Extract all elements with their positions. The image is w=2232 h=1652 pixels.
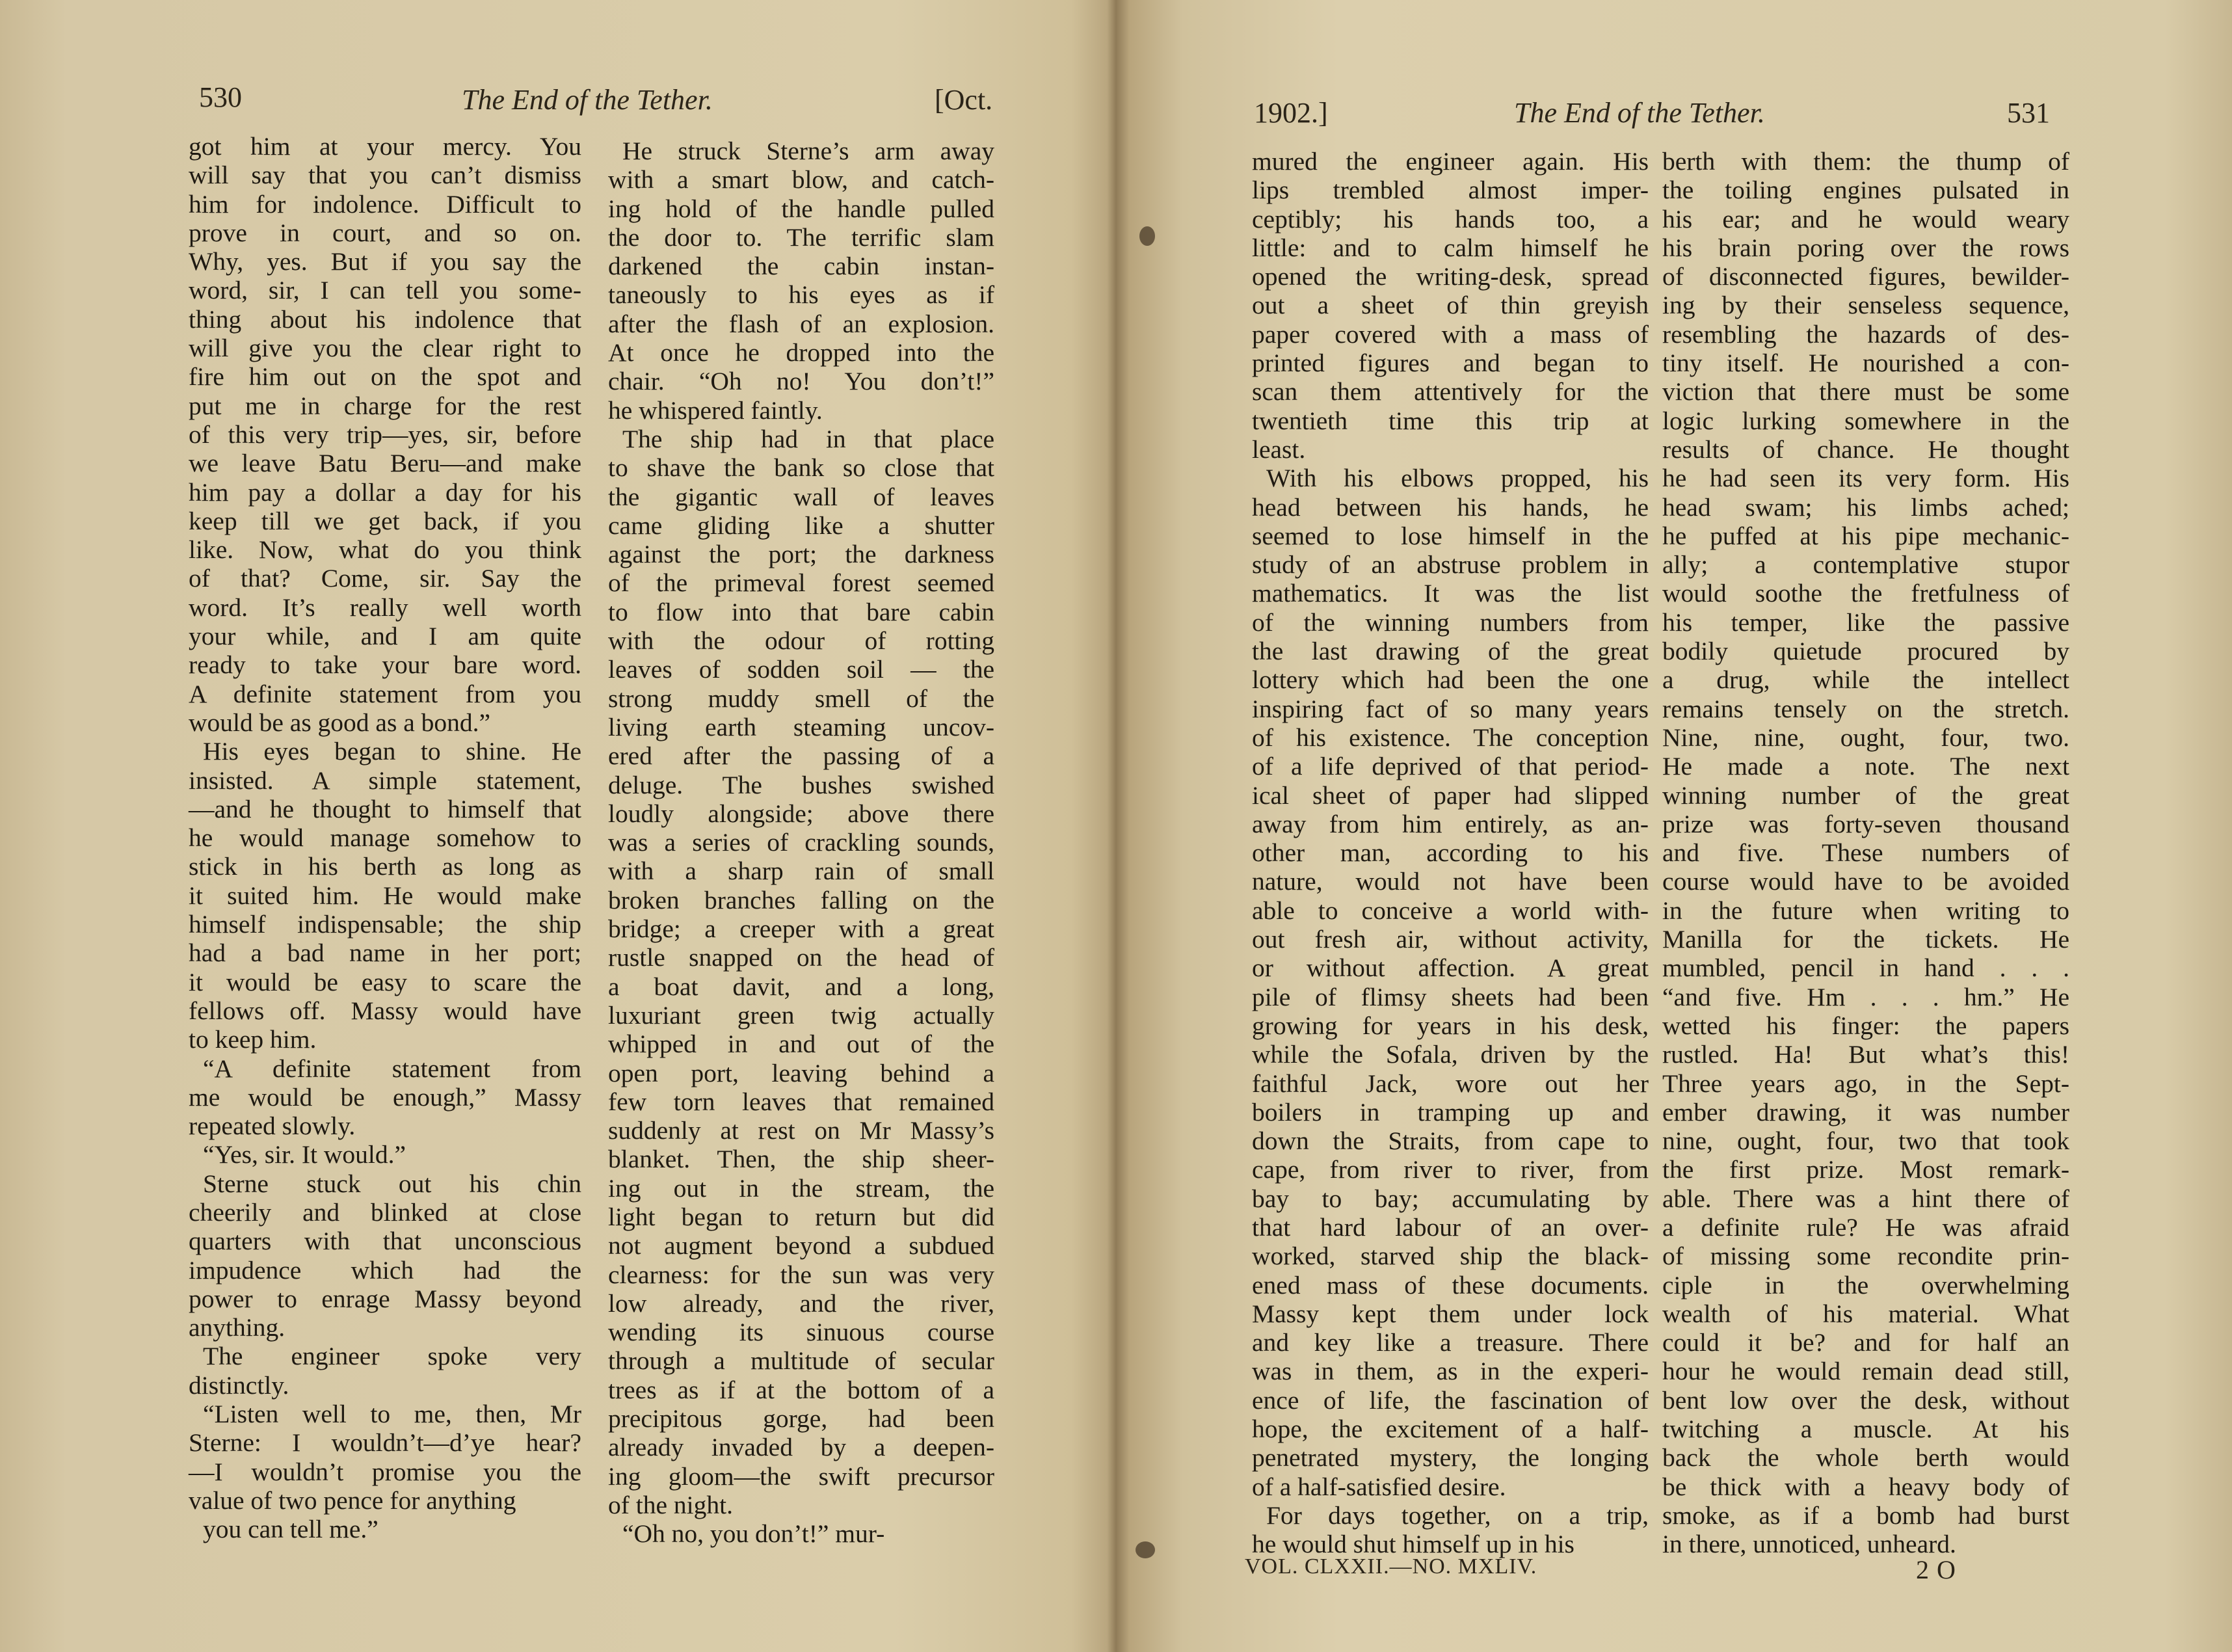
- text-line: twitching a muscle. At his: [1662, 1415, 2069, 1444]
- text-line: and key like a treasure. There: [1252, 1328, 1649, 1357]
- text-line: hope, the excitement of a half-: [1252, 1415, 1649, 1444]
- text-line: seemed to lose himself in the: [1252, 521, 1649, 550]
- text-line: tiny itself. He nourished a con-: [1662, 349, 2069, 378]
- text-line: viction that there must be some: [1662, 377, 2069, 406]
- text-line: deluge. The bushes swished: [608, 770, 994, 799]
- text-line: already invaded by a deepen-: [608, 1433, 994, 1462]
- text-line: taneously to his eyes as if: [608, 280, 994, 310]
- text-line: he whispered faintly.: [608, 395, 823, 425]
- page-number-left: 530: [199, 81, 242, 113]
- text-line: not augment beyond a subdued: [608, 1231, 994, 1260]
- text-line: away from him entirely, as an-: [1252, 809, 1649, 838]
- text-line: me would be enough,” Massy: [189, 1082, 581, 1112]
- text-line: low already, and the river,: [608, 1288, 994, 1318]
- text-line: after the flash of an explosion.: [608, 309, 994, 338]
- text-line: in there, unnoticed, unheard.: [1662, 1530, 1956, 1559]
- text-line: faithful Jack, wore out her: [1252, 1069, 1649, 1098]
- text-line: while the Sofala, driven by the: [1252, 1040, 1649, 1069]
- text-line: a definite rule? He was afraid: [1662, 1212, 2069, 1242]
- text-line: was a series of crackling sounds,: [608, 828, 994, 857]
- text-line: down the Straits, from cape to: [1252, 1126, 1649, 1156]
- text-line: with the odour of rotting: [608, 626, 994, 656]
- ink-blot: [1139, 226, 1155, 246]
- text-line: broken branches falling on the: [608, 885, 994, 914]
- text-line: opened the writing-desk, spread: [1252, 262, 1649, 291]
- text-line: ered after the passing of a: [608, 741, 994, 771]
- text-line: with a smart blow, and catch-: [608, 165, 994, 194]
- text-line: course would have to be avoided: [1662, 867, 2069, 896]
- text-line: Nine, nine, ought, four, two.: [1662, 723, 2069, 752]
- text-line: with a sharp rain of small: [608, 857, 994, 886]
- text-line: back the whole berth would: [1662, 1443, 2069, 1472]
- text-line: ing by their senseless sequence,: [1662, 291, 2069, 320]
- text-line: few torn leaves that remained: [608, 1087, 994, 1116]
- text-line: repeated slowly.: [189, 1112, 356, 1141]
- text-line: power to enrage Massy beyond: [189, 1284, 581, 1313]
- text-line: Sterne: I wouldn’t—d’ye hear?: [189, 1428, 581, 1458]
- text-line: whipped in and out of the: [608, 1030, 994, 1059]
- text-line: leaves of sodden soil — the: [608, 655, 994, 684]
- text-line: inspiring fact of so many years: [1252, 694, 1649, 723]
- text-line: insisted. A simple statement,: [189, 766, 581, 795]
- text-line: loudly alongside; above there: [608, 799, 994, 828]
- text-line: we leave Batu Beru—and make: [189, 449, 581, 478]
- text-line: prize was forty-seven thousand: [1662, 809, 2069, 838]
- text-line: “Yes, sir. It would.”: [203, 1140, 406, 1169]
- text-line: light began to return but did: [608, 1202, 994, 1231]
- text-line: ing gloom—the swift precursor: [608, 1461, 994, 1491]
- text-line: cheerily and blinked at close: [189, 1197, 581, 1227]
- text-line: twentieth time this trip at: [1252, 406, 1649, 435]
- text-line: got him at your mercy. You: [189, 132, 581, 161]
- text-line: he would shut himself up in his: [1252, 1530, 1574, 1559]
- text-line: “Oh no, you don’t!” mur-: [622, 1519, 885, 1549]
- text-line: blanket. Then, the ship sheer-: [608, 1145, 994, 1174]
- text-line: able to conceive a world with-: [1252, 896, 1649, 925]
- text-line: bent low over the desk, without: [1662, 1385, 2069, 1415]
- text-line: results of chance. He thought: [1662, 434, 2069, 464]
- text-line: strong muddy smell of the: [608, 684, 994, 713]
- text-line: “A definite statement from: [203, 1054, 581, 1083]
- text-line: With his elbows propped, his: [1266, 464, 1649, 493]
- text-line: fire him out on the spot and: [189, 362, 581, 392]
- text-line: of disconnected figures, bewilder-: [1662, 262, 2069, 291]
- text-line: ence of life, the fascination of: [1252, 1385, 1649, 1415]
- text-line: had a bad name in her port;: [189, 939, 581, 968]
- text-line: remains tensely on the stretch.: [1662, 694, 2069, 723]
- text-line: nature, would not have been: [1252, 867, 1649, 896]
- text-line: the last drawing of the great: [1252, 637, 1649, 666]
- text-line: darkened the cabin instan-: [608, 252, 994, 281]
- text-line: himself indispensable; the ship: [189, 910, 581, 939]
- text-line: ing out in the stream, the: [608, 1173, 994, 1203]
- text-line: head between his hands, he: [1252, 492, 1649, 522]
- text-line: Massy kept them under lock: [1252, 1299, 1649, 1328]
- text-line: growing for years in his desk,: [1252, 1011, 1649, 1040]
- text-line: the door to. The terrific slam: [608, 222, 994, 252]
- text-line: Why, yes. But if you say the: [189, 247, 581, 276]
- text-line: or without affection. A great: [1252, 953, 1649, 983]
- text-line: pile of flimsy sheets had been: [1252, 982, 1649, 1011]
- text-line: little: and to calm himself he: [1252, 233, 1649, 262]
- text-line: him pay a dollar a day for his: [189, 477, 581, 507]
- text-line: living earth steaming uncov-: [608, 712, 994, 741]
- text-line: The engineer spoke very: [203, 1342, 581, 1371]
- text-line: rustled. Ha! But what’s this!: [1662, 1040, 2069, 1069]
- text-line: He made a note. The next: [1662, 752, 2069, 781]
- text-line: penetrated mystery, the longing: [1252, 1443, 1649, 1472]
- text-line: study of an abstruse problem in: [1252, 550, 1649, 580]
- text-line: At once he dropped into the: [608, 338, 994, 367]
- text-line: of that? Come, sir. Say the: [189, 564, 581, 593]
- date-mark-left: [Oct.: [935, 84, 993, 116]
- text-line: word. It’s really well worth: [189, 593, 581, 622]
- text-line: trees as if at the bottom of a: [608, 1375, 994, 1404]
- text-line: quarters with that unconscious: [189, 1227, 581, 1256]
- text-line: ally; a contemplative stupor: [1662, 550, 2069, 580]
- text-line: “Listen well to me, then, Mr: [203, 1400, 581, 1429]
- text-line: to shave the bank so close that: [608, 453, 994, 483]
- text-line: luxuriant green twig actually: [608, 1000, 994, 1030]
- left-column-2: [608, 137, 994, 1549]
- text-line: clearness: for the sun was very: [608, 1260, 994, 1289]
- text-line: it would be easy to scare the: [189, 967, 581, 996]
- text-line: wealth of his material. What: [1662, 1299, 2069, 1328]
- text-line: berth with them: the thump of: [1662, 147, 2069, 176]
- text-line: His eyes began to shine. He: [203, 737, 581, 766]
- text-line: was in them, as in the experi-: [1252, 1357, 1649, 1386]
- text-line: ready to take your bare word.: [189, 650, 581, 680]
- text-line: will give you the clear right to: [189, 334, 581, 363]
- page-number-right: 531: [2007, 97, 2050, 129]
- text-line: put me in charge for the rest: [189, 391, 581, 420]
- text-line: of the winning numbers from: [1252, 607, 1649, 637]
- text-line: able. There was a hint there of: [1662, 1184, 2069, 1213]
- text-line: be thick with a heavy body of: [1662, 1472, 2069, 1501]
- text-line: Manilla for the tickets. He: [1662, 925, 2069, 954]
- text-line: precipitous gorge, had been: [608, 1404, 994, 1433]
- text-line: of a life deprived of that period-: [1252, 752, 1649, 781]
- ink-blot: [1136, 1541, 1155, 1558]
- running-title-left: The End of the Tether.: [462, 84, 713, 116]
- text-line: ciple in the overwhelming: [1662, 1270, 2069, 1299]
- text-line: to flow into that bare cabin: [608, 597, 994, 626]
- text-line: of the primeval forest seemed: [608, 568, 994, 598]
- text-line: open port, leaving behind a: [608, 1058, 994, 1087]
- text-line: your while, and I am quite: [189, 622, 581, 651]
- text-line: of missing some recondite prin-: [1662, 1242, 2069, 1271]
- text-line: a boat davit, and a long,: [608, 972, 994, 1001]
- text-line: value of two pence for anything: [189, 1485, 516, 1515]
- text-line: ing hold of the handle pulled: [608, 194, 994, 223]
- text-line: Three years ago, in the Sept-: [1662, 1069, 2069, 1098]
- text-line: his temper, like the passive: [1662, 607, 2069, 637]
- text-line: he puffed at his pipe mechanic-: [1662, 521, 2069, 550]
- running-title-right: The End of the Tether.: [1514, 97, 1765, 129]
- text-line: other man, according to his: [1252, 838, 1649, 868]
- text-line: he had seen its very form. His: [1662, 464, 2069, 493]
- text-line: scan them attentively for the: [1252, 377, 1649, 406]
- text-line: and five. These numbers of: [1662, 838, 2069, 868]
- signature-mark: 2 O: [1916, 1555, 1956, 1584]
- text-line: fellows off. Massy would have: [189, 996, 581, 1025]
- text-line: impudence which had the: [189, 1255, 581, 1285]
- text-line: bodily quietude procured by: [1662, 637, 2069, 666]
- text-line: head swam; his limbs ached;: [1662, 492, 2069, 522]
- text-line: cape, from river to river, from: [1252, 1155, 1649, 1184]
- text-line: prove in court, and so on.: [189, 218, 581, 247]
- text-line: mathematics. It was the list: [1252, 579, 1649, 608]
- text-line: wending its sinuous course: [608, 1318, 994, 1347]
- text-line: ember drawing, it was number: [1662, 1097, 2069, 1126]
- text-line: paper covered with a mass of: [1252, 319, 1649, 349]
- text-line: out fresh air, without activity,: [1252, 925, 1649, 954]
- text-line: it suited him. He would make: [189, 881, 581, 910]
- text-line: bay to bay; accumulating by: [1252, 1184, 1649, 1213]
- text-line: nine, ought, four, two that took: [1662, 1126, 2069, 1156]
- text-line: in the future when writing to: [1662, 896, 2069, 925]
- text-line: He struck Sterne’s arm away: [622, 137, 994, 165]
- text-line: him for indolence. Difficult to: [189, 189, 581, 219]
- text-line: distinctly.: [189, 1370, 289, 1400]
- text-line: against the port; the darkness: [608, 540, 994, 569]
- text-line: resembling the hazards of des-: [1662, 319, 2069, 349]
- text-line: chair. “Oh no! You don’t!”: [608, 367, 994, 396]
- text-line: will say that you can’t dismiss: [189, 161, 581, 190]
- right-column-1: [1252, 147, 1649, 1559]
- text-line: that hard labour of an over-: [1252, 1212, 1649, 1242]
- text-line: the gigantic wall of leaves: [608, 482, 994, 511]
- text-line: winning number of the great: [1662, 780, 2069, 810]
- text-line: the first prize. Most remark-: [1662, 1155, 2069, 1184]
- text-line: Sterne stuck out his chin: [203, 1169, 581, 1198]
- text-line: to keep him.: [189, 1025, 317, 1054]
- text-line: keep till we get back, if you: [189, 506, 581, 535]
- text-line: “and five. Hm . . . hm.” He: [1662, 982, 2069, 1011]
- text-line: his ear; and he would weary: [1662, 204, 2069, 233]
- text-line: bridge; a creeper with a great: [608, 914, 994, 944]
- text-line: a drug, while the intellect: [1662, 665, 2069, 695]
- text-line: through a multitude of secular: [608, 1346, 994, 1376]
- text-line: of this very trip—yes, sir, before: [189, 420, 581, 449]
- text-line: The ship had in that place: [622, 424, 994, 453]
- left-column-1: [189, 132, 581, 1544]
- text-line: worked, starved ship the black-: [1252, 1242, 1649, 1271]
- text-line: of the night.: [608, 1490, 733, 1519]
- text-line: ened mass of these documents.: [1252, 1270, 1649, 1299]
- text-line: word, sir, I can tell you some-: [189, 276, 581, 305]
- volume-footer: VOL. CLXXII.—NO. MXLIV.: [1245, 1554, 1537, 1579]
- text-line: smoke, as if a bomb had burst: [1662, 1500, 2069, 1530]
- date-mark-right: 1902.]: [1254, 97, 1328, 129]
- text-line: ical sheet of paper had slipped: [1252, 780, 1649, 810]
- text-line: —I wouldn’t promise you the: [189, 1457, 581, 1486]
- text-line: hour he would remain dead still,: [1662, 1357, 2069, 1386]
- right-page: [1116, 0, 2232, 1652]
- text-line: of his existence. The conception: [1252, 723, 1649, 752]
- text-line: would soothe the fretfulness of: [1662, 579, 2069, 608]
- text-line: would be as good as a bond.”: [189, 708, 491, 737]
- text-line: mumbled, pencil in hand . . .: [1662, 953, 2069, 983]
- text-line: rustle snapped on the head of: [608, 943, 994, 972]
- text-line: suddenly at rest on Mr Massy’s: [608, 1116, 994, 1145]
- right-column-2: [1662, 147, 2069, 1559]
- text-line: the toiling engines pulsated in: [1662, 176, 2069, 205]
- text-line: logic lurking somewhere in the: [1662, 406, 2069, 435]
- text-line: he would manage somehow to: [189, 823, 581, 853]
- text-line: lottery which had been the one: [1252, 665, 1649, 695]
- text-line: stick in his berth as long as: [189, 852, 581, 881]
- text-line: could it be? and for half an: [1662, 1328, 2069, 1357]
- text-line: least.: [1252, 434, 1306, 464]
- text-line: of a half-satisfied desire.: [1252, 1472, 1506, 1501]
- text-line: thing about his indolence that: [189, 304, 581, 334]
- text-line: —and he thought to himself that: [189, 794, 581, 823]
- text-line: out a sheet of thin greyish: [1252, 291, 1649, 320]
- text-line: lips trembled almost imper-: [1252, 176, 1649, 205]
- text-line: anything.: [189, 1313, 286, 1342]
- text-line: A definite statement from you: [189, 679, 581, 708]
- text-line: you can tell me.”: [203, 1515, 379, 1544]
- text-line: came gliding like a shutter: [608, 511, 994, 540]
- text-line: For days together, on a trip,: [1266, 1500, 1649, 1530]
- text-line: like. Now, what do you think: [189, 535, 581, 565]
- text-line: his brain poring over the rows: [1662, 233, 2069, 262]
- text-line: boilers in tramping up and: [1252, 1097, 1649, 1126]
- text-line: printed figures and began to: [1252, 349, 1649, 378]
- text-line: mured the engineer again. His: [1252, 147, 1649, 176]
- text-line: ceptibly; his hands too, a: [1252, 204, 1649, 233]
- text-line: wetted his finger: the papers: [1662, 1011, 2069, 1040]
